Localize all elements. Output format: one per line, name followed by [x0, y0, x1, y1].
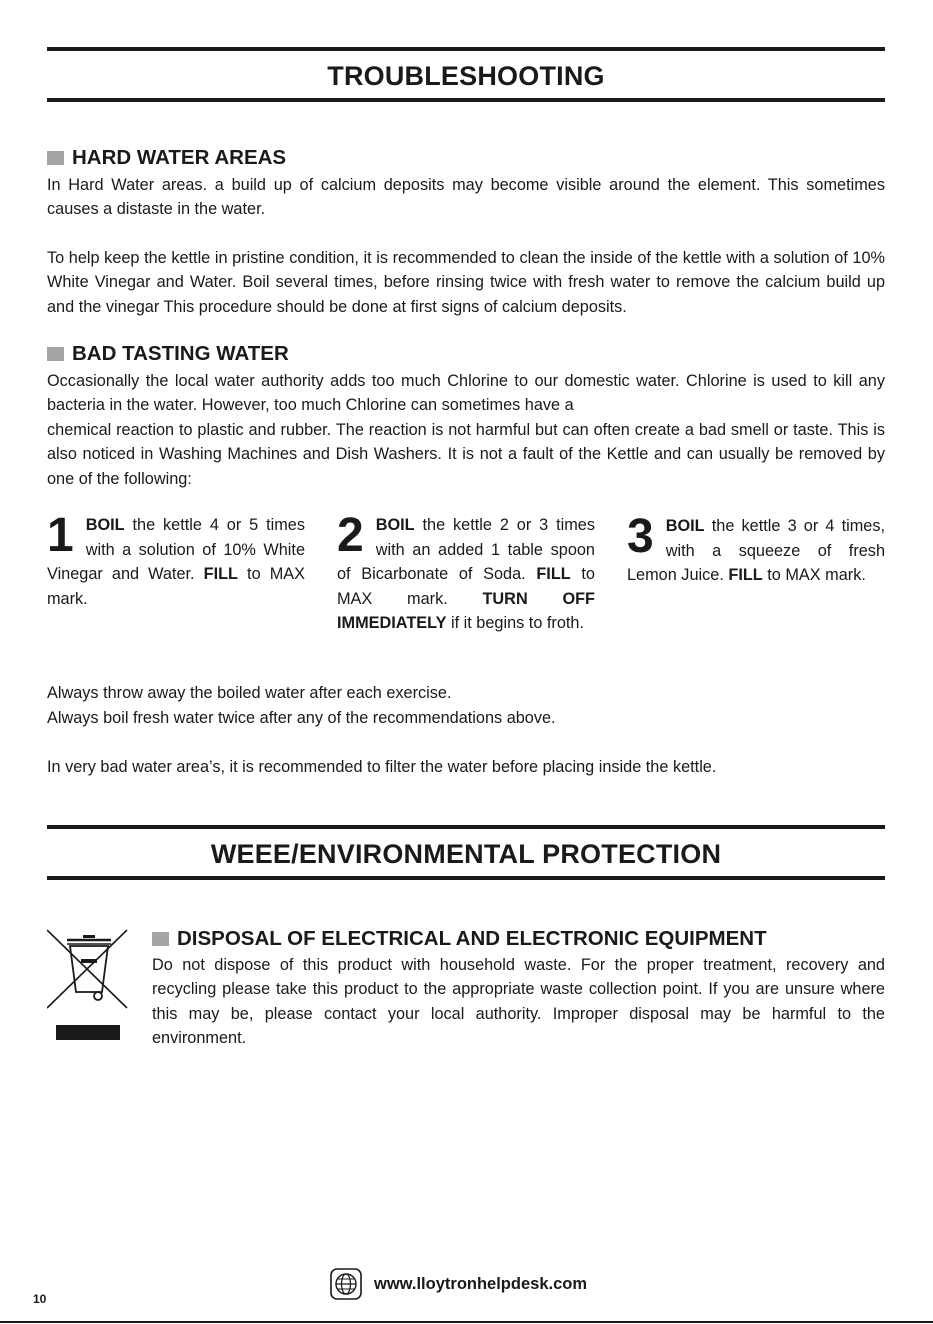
step-text: the kettle 3 or 4 times, with a squeeze of fresh Lemon Juice.: [627, 517, 885, 585]
weee-bottom-rule: [47, 876, 885, 880]
step-action: FILL: [203, 565, 238, 584]
hard-water-paragraph-2: To help keep the kettle in pristine condition, it is recommended to clean the inside of the kettle with a solution of 10% White Vinegar and Water. Boil several times, before rinsing twice with fresh water to remove the calcium build up and the vinegar This procedure should be done at first signs of calcium deposits.: [47, 249, 885, 316]
top-rule: [47, 47, 885, 51]
step-text: to MAX mark.: [762, 566, 866, 585]
step-action: FILL: [728, 566, 763, 585]
step-number: 1: [47, 509, 74, 562]
note-filter: In very bad water area’s, it is recommended to filter the water before placing inside the kettle.: [47, 758, 717, 776]
hard-water-heading: [47, 146, 286, 170]
step-action: BOIL: [85, 516, 125, 534]
hard-water-heading-text: HARD WATER AREAS: [72, 146, 287, 169]
page-number: 10: [33, 1292, 47, 1306]
step-text: the kettle 4 or 5 times with a solution of 10% White Vinegar and Water.: [47, 516, 305, 584]
bad-tasting-heading-text: BAD TASTING WATER: [72, 342, 289, 365]
bottom-edge-line: [0, 1321, 933, 1323]
troubleshooting-title: TROUBLESHOOTING: [327, 61, 605, 91]
footer-website[interactable]: [330, 1268, 587, 1300]
square-bullet-icon: [47, 151, 64, 165]
square-bullet-icon: [47, 347, 64, 361]
step-number: 3: [627, 510, 654, 563]
step-action: FILL: [536, 565, 571, 584]
step-text: to MAX mark.: [337, 565, 595, 608]
step-text: to MAX mark.: [47, 565, 305, 608]
hard-water-paragraph-1: In Hard Water areas. a build up of calcium deposits may become visible around the element. This sometimes causes a distaste in the water.: [47, 176, 885, 219]
bad-tasting-paragraph-1: Occasionally the local water authority adds too much Chlorine to our domestic water. Chlorine is used to kill any bacteria in the water. However, too much Chlorine can sometimes have a: [47, 372, 885, 415]
bad-tasting-paragraph-2: chemical reaction to plastic and rubber. The reaction is not harmful but can often create a bad smell or taste. This is also noticed in Washing Machines and Dish Washers. It is not a fault of the Kettle and can usually be removed by one of the following:: [47, 421, 885, 488]
step-1: [47, 509, 305, 611]
troubleshooting-bottom-rule: [47, 98, 885, 102]
step-2: [337, 509, 595, 636]
step-number: 2: [337, 509, 364, 562]
disposal-heading: [152, 927, 767, 951]
weee-title: WEEE/ENVIRONMENTAL PROTECTION: [210, 839, 722, 869]
square-bullet-icon: [152, 932, 169, 946]
step-text: if it begins to froth.: [446, 614, 585, 633]
step-action: BOIL: [665, 517, 705, 535]
bad-tasting-heading: [47, 342, 289, 366]
disposal-heading-text: DISPOSAL OF ELECTRICAL AND ELECTRONIC EQUIPMENT: [177, 927, 767, 950]
note-throw-away: Always throw away the boiled water after each exercise.: [47, 684, 452, 702]
disposal-paragraph: Do not dispose of this product with household waste. For the proper treatment, recovery and recycling please take this product to the appropriate waste collection point. If you are unsure where this may be, please contact your local authority. Improper disposal may be harmful to the environment.: [152, 956, 885, 1048]
weee-top-rule: [47, 825, 885, 829]
step-action: BOIL: [375, 516, 415, 534]
globe-icon: [330, 1268, 362, 1300]
note-boil-twice: Always boil fresh water twice after any of the recommendations above.: [47, 709, 556, 727]
website-url[interactable]: www.lloytronhelpdesk.com: [374, 1274, 588, 1293]
step-warning: TURN OFF IMMEDIATELY: [337, 589, 595, 633]
step-text: the kettle 2 or 3 times with an added 1 table spoon of Bicarbonate of Soda.: [337, 516, 595, 584]
crossed-out-wheelie-bin-icon: [47, 926, 129, 1044]
step-3: [627, 510, 885, 588]
